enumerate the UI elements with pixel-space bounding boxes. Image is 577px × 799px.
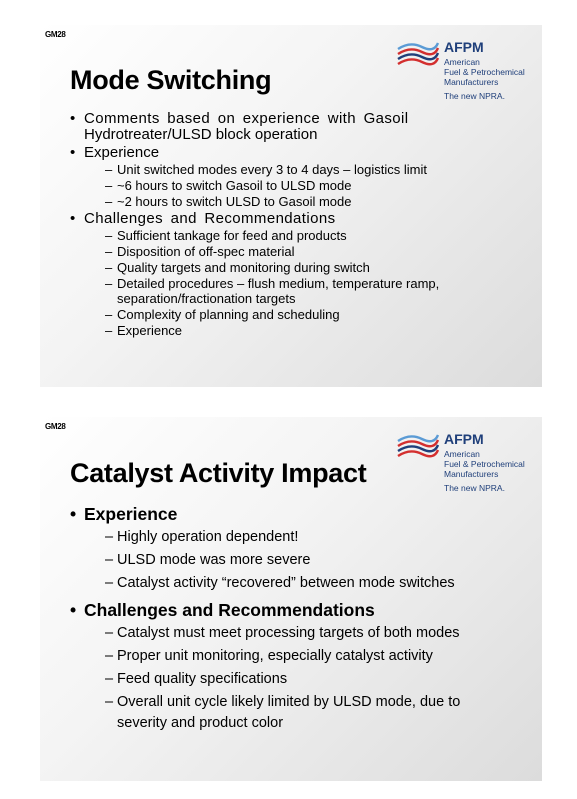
sub-bullet: – Feed quality specifications — [84, 669, 532, 690]
logo-sub-line: Fuel & Petrochemical — [444, 459, 525, 469]
bullet-item — [70, 145, 532, 209]
sub-bullet-line: – Detailed procedures – flush medium, temperature ramp, — [117, 276, 440, 291]
sub-bullet: – Experience — [84, 323, 532, 338]
sub-bullet: – Disposition of off-spec material — [84, 244, 532, 259]
afpm-logo — [396, 37, 536, 107]
bullet-text: Hydrotreater/ULSD block operation — [84, 126, 318, 143]
sub-bullet-line: severity and product color — [117, 715, 284, 731]
logo-name: AFPM — [444, 39, 484, 55]
bullet-text: • Challenges and Recommendations — [84, 210, 336, 227]
logo-sub-line: Fuel & Petrochemical — [444, 67, 525, 77]
sub-bullet — [84, 692, 532, 734]
logo-tagline: The new NPRA. — [444, 91, 505, 101]
afpm-flag-icon — [396, 41, 440, 67]
logo-sub-line: Manufacturers — [444, 469, 499, 479]
logo-sub-line: Manufacturers — [444, 77, 499, 87]
logo-name: AFPM — [444, 431, 484, 447]
sub-bullet: – Proper unit monitoring, especially catalyst activity — [84, 646, 532, 667]
sub-bullet: – Catalyst must meet processing targets of both modes — [84, 623, 532, 644]
sub-bullet: – Catalyst activity “recovered” between mode switches — [84, 573, 532, 594]
sub-bullet: – ULSD mode was more severe — [84, 550, 532, 571]
bullet-text: • Challenges and Recommendations — [84, 600, 375, 620]
sub-bullet: – Complexity of planning and scheduling — [84, 307, 532, 322]
logo-sub-line: American — [444, 449, 480, 459]
bullet-item — [70, 211, 532, 338]
logo-subtitle — [444, 57, 525, 87]
bullet-item — [70, 111, 532, 143]
sub-bullet: – Highly operation dependent! — [84, 527, 532, 548]
bullet-item — [70, 600, 532, 734]
sub-bullet: – Sufficient tankage for feed and products — [84, 228, 532, 243]
afpm-flag-icon — [396, 433, 440, 459]
sub-bullet: – ~6 hours to switch Gasoil to ULSD mode — [84, 178, 532, 193]
logo-subtitle — [444, 449, 525, 479]
bullet-item — [70, 504, 532, 594]
sub-bullet: – ~2 hours to switch ULSD to Gasoil mode — [84, 194, 532, 209]
slide-title: Mode Switching — [70, 65, 272, 95]
logo-tagline: The new NPRA. — [444, 483, 505, 493]
slide-tag: GM28 — [45, 422, 66, 431]
slide-catalyst-activity-impact — [40, 417, 542, 781]
slide-body — [70, 109, 532, 338]
sub-bullet-line: – Overall unit cycle likely limited by ULSD mode, due to — [117, 694, 461, 710]
slide-body — [70, 498, 532, 734]
sub-bullet: – Quality targets and monitoring during switch — [84, 260, 532, 275]
slide-tag: GM28 — [45, 30, 66, 39]
bullet-text: • Experience — [84, 504, 178, 524]
sub-bullet: – Unit switched modes every 3 to 4 days – logistics limit — [84, 162, 532, 177]
slide-title: Catalyst Activity Impact — [70, 458, 367, 488]
sub-bullet-line: separation/fractionation targets — [117, 291, 296, 306]
logo-sub-line: American — [444, 57, 480, 67]
bullet-text: • Experience — [84, 144, 160, 161]
sub-bullet — [84, 276, 532, 306]
slide-mode-switching — [40, 25, 542, 387]
bullet-text: • Comments based on experience with Gasoil — [84, 110, 409, 127]
afpm-logo — [396, 429, 536, 499]
